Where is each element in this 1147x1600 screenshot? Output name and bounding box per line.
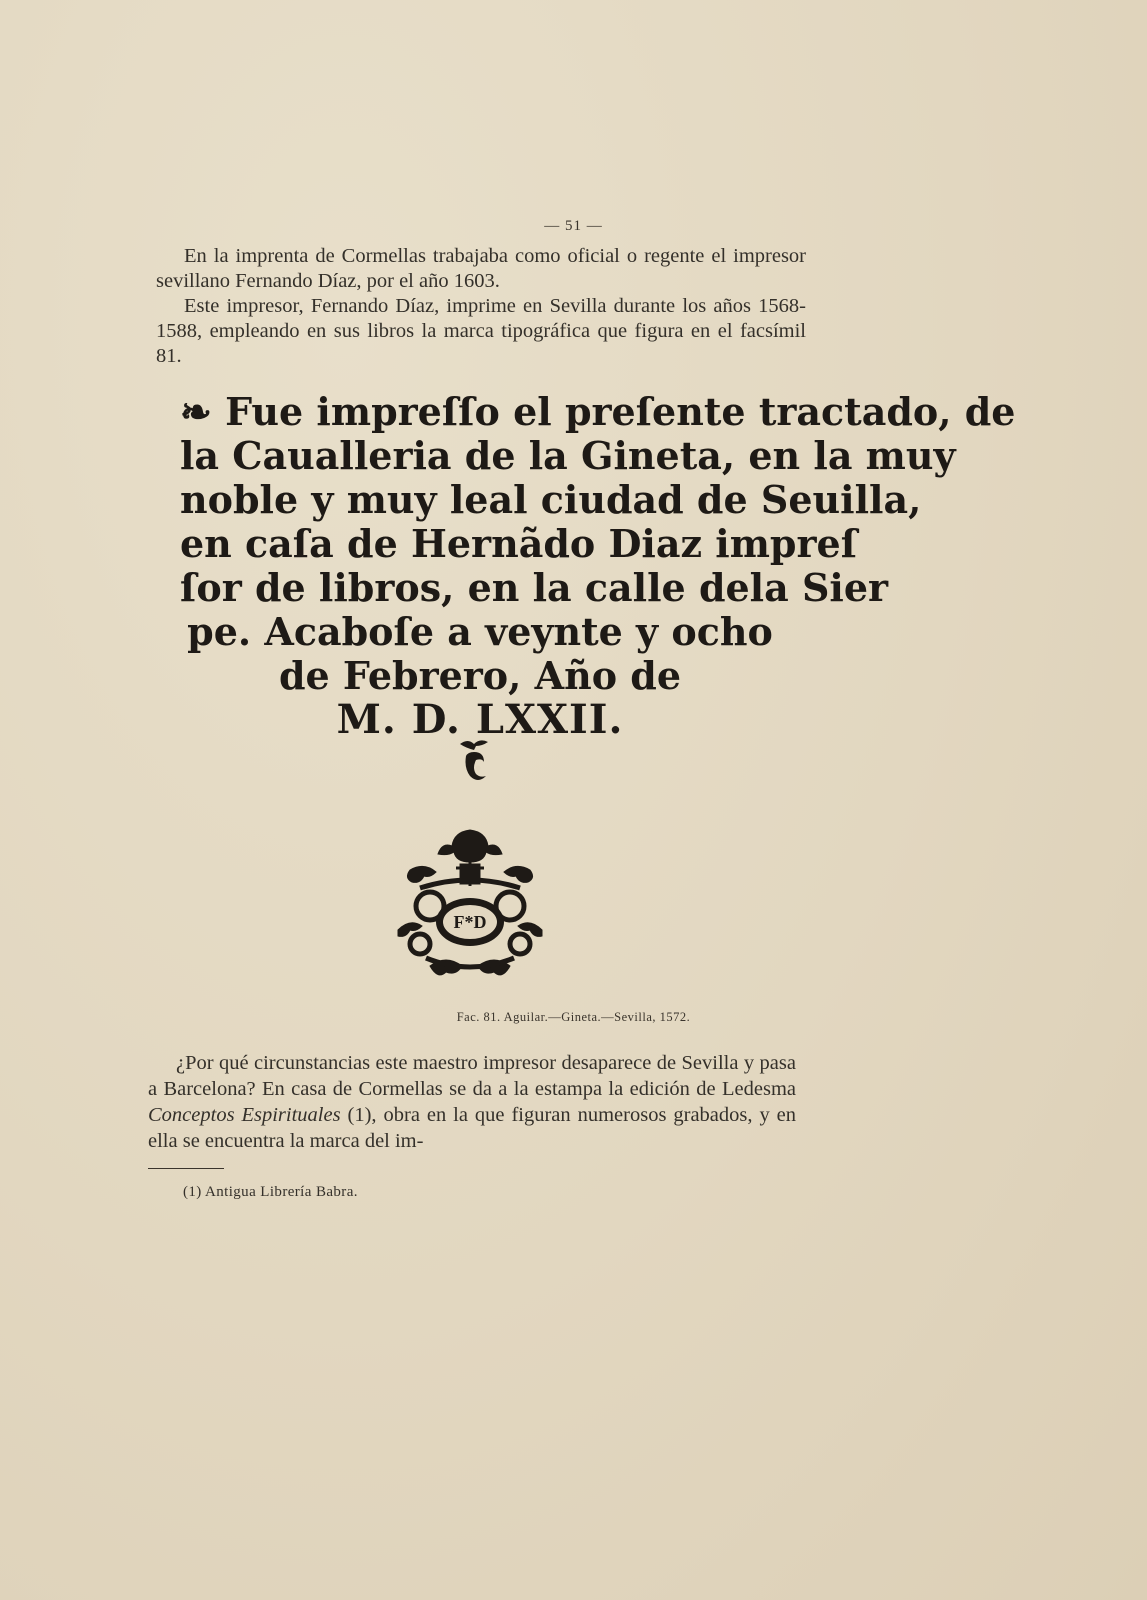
colophon-date: M. D. LXXII. xyxy=(336,696,624,743)
intro-sentence-1: En la imprenta de Cormellas trabajaba como oficial o regente el impresor sevillano Fernando Díaz, por el año 1603. xyxy=(156,245,806,292)
page-number: — 51 — xyxy=(544,218,603,234)
figure-caption: Fac. 81. Aguilar.—Gineta.—Sevilla, 1572. xyxy=(456,1010,691,1024)
colophon-line: la Caualleria de la Gineta, en la muy xyxy=(180,433,956,478)
intro-sentence-2: Este impresor, Fernando Díaz, imprime en Sevilla durante los años 1568-1588, empleando en sus libros la marca tipográfica que figura en el facsímil 81. xyxy=(156,295,806,367)
colophon-line: pe. Acaboſe a veynte y ocho xyxy=(187,609,773,654)
body-text-start: ¿Por qué circunstancias este maestro impresor desaparece de Sevilla y pasa a Barcelona? En casa de Cormellas se da a la estampa la edición de Ledesma xyxy=(148,1052,796,1100)
fleuron-icon: ❧ xyxy=(180,389,226,434)
colophon-line: de Febrero, Año de xyxy=(278,653,682,698)
ornament-icon xyxy=(456,738,492,786)
colophon-line: ſor de libros, en la calle dela Sier xyxy=(180,565,889,610)
printer-mark-icon xyxy=(390,826,550,986)
body-text-end: (1), obra en la que figuran numerosos grabados, y en ella se encuentra la marca del im- xyxy=(148,1104,796,1152)
intro-paragraph xyxy=(156,244,806,369)
colophon-line: en caſa de Hernãdo Diaz impreſ xyxy=(180,521,858,566)
footnote-divider xyxy=(148,1168,224,1169)
body-paragraph xyxy=(148,1050,796,1154)
colophon-line: noble y muy leal ciudad de Seuilla, xyxy=(180,477,922,522)
device-monogram: F*D xyxy=(453,912,487,932)
book-title: Conceptos Espirituales xyxy=(148,1104,341,1126)
colophon-line: ❧ Fue impreſſo el preſente tractado, de xyxy=(180,389,1016,434)
colophon-facsimile xyxy=(180,389,1016,743)
footnote: (1) Antigua Librería Babra. xyxy=(183,1184,358,1200)
